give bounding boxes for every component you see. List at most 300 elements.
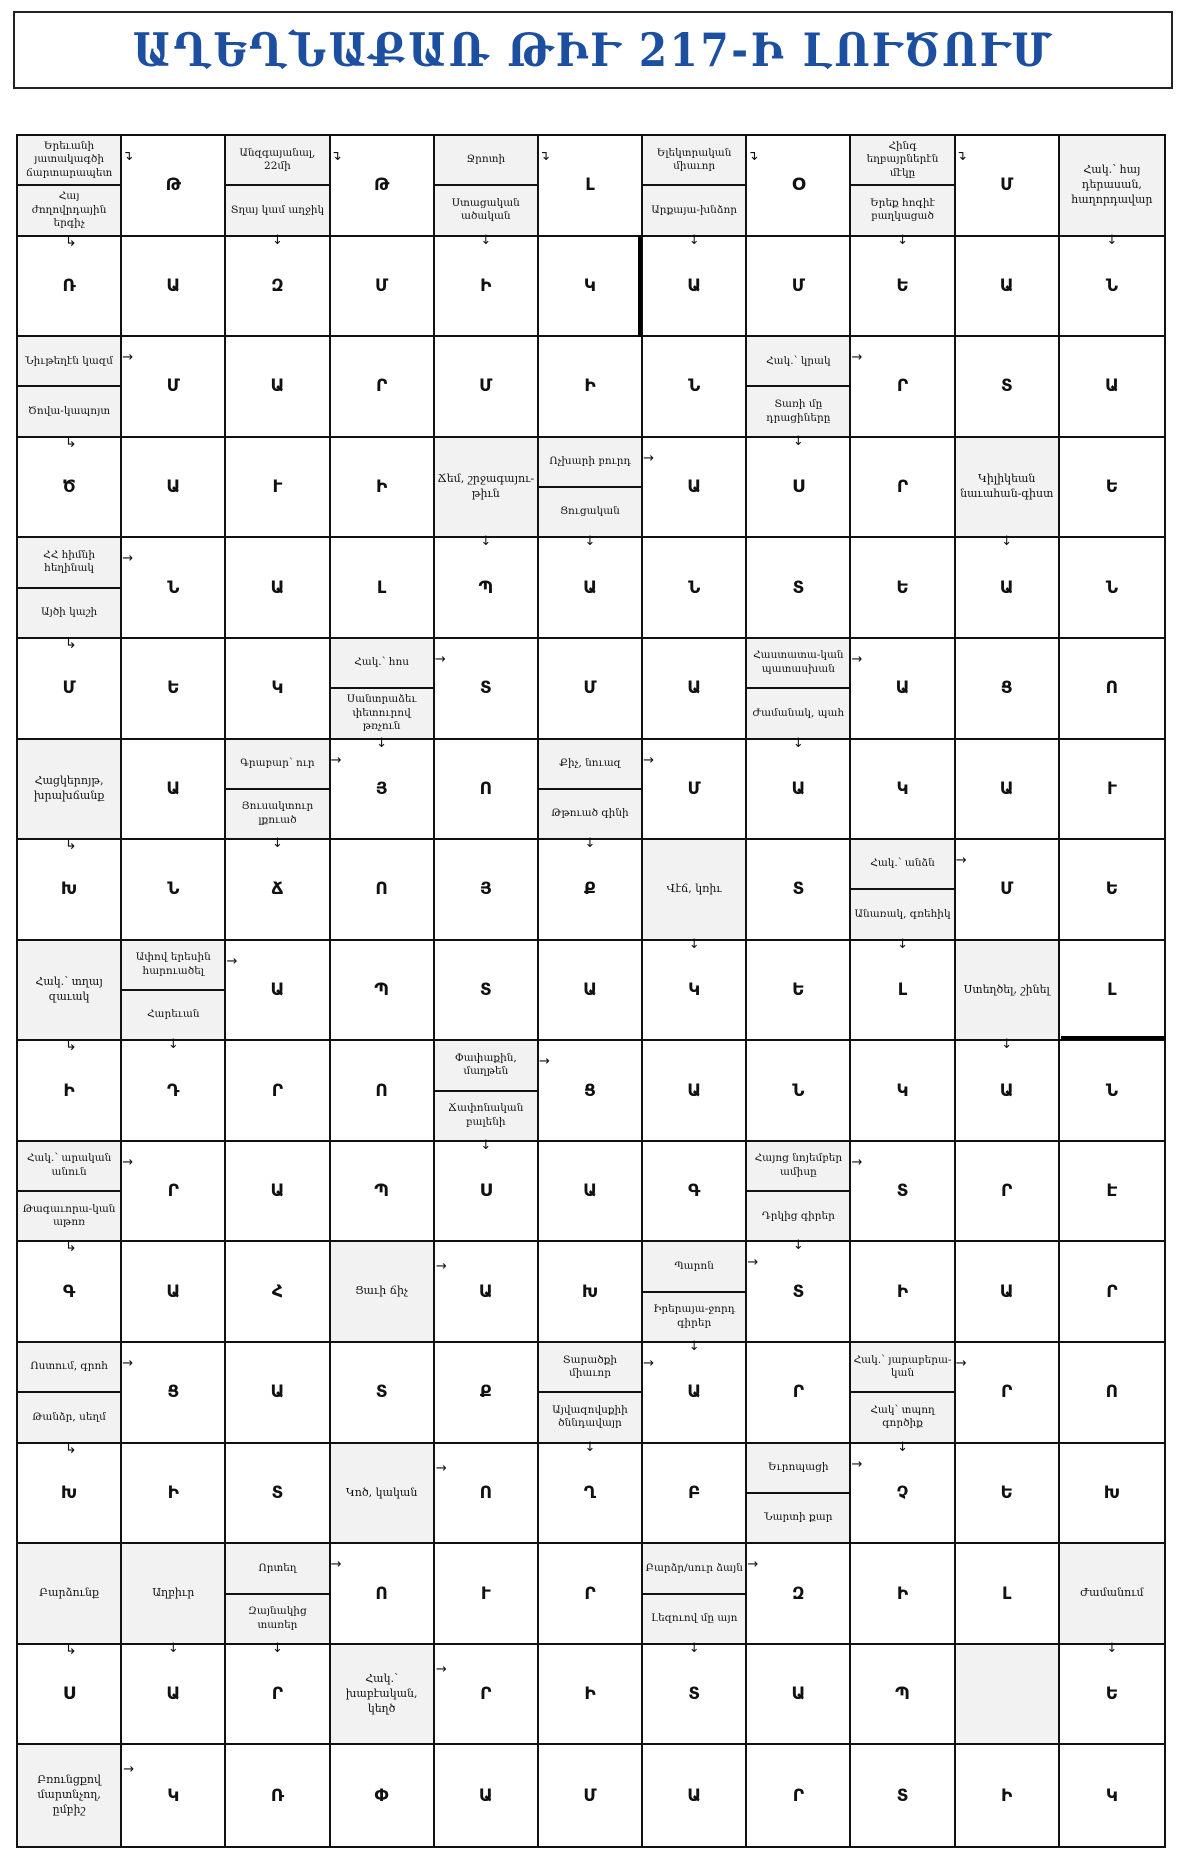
answer-letter: Ր <box>584 1583 596 1604</box>
arrow-right-icon: → <box>643 752 655 768</box>
letter-cell[interactable] <box>539 538 643 639</box>
letter-cell[interactable] <box>331 136 435 237</box>
letter-cell[interactable] <box>18 635 122 740</box>
clue-bottom <box>18 1192 120 1240</box>
arrow-right-icon: → <box>539 1054 550 1070</box>
letter-cell[interactable] <box>956 639 1060 740</box>
letter-cell[interactable] <box>1060 337 1164 438</box>
letter-cell[interactable] <box>643 1745 747 1846</box>
answer-letter: Ղ <box>583 1482 597 1503</box>
answer-letter: Կ <box>896 1080 909 1101</box>
letter-cell[interactable] <box>435 337 539 438</box>
clue-text: Արքայա-խնձոր <box>651 203 738 216</box>
answer-letter: Պ <box>374 1181 389 1202</box>
letter-cell[interactable] <box>956 740 1060 841</box>
letter-cell[interactable] <box>435 538 539 639</box>
clue-pair-cell <box>747 1444 863 1545</box>
letter-cell[interactable] <box>18 1239 122 1343</box>
answer-letter: Ե <box>792 979 805 1000</box>
letter-cell[interactable] <box>539 136 643 237</box>
answer-letter: Ր <box>896 477 909 498</box>
answer-letter: Ն <box>167 879 180 900</box>
letter-cell[interactable] <box>747 538 851 639</box>
arrow-down-icon: ↓ <box>792 433 804 449</box>
arrow-down-icon: ↓ <box>688 936 700 952</box>
clue-top <box>851 136 953 186</box>
letter-cell[interactable] <box>539 941 643 1042</box>
letter-cell[interactable] <box>331 740 435 841</box>
letter-cell[interactable] <box>1060 237 1164 338</box>
letter-cell[interactable] <box>226 840 330 941</box>
answer-letter: Ւ <box>272 477 283 498</box>
clue-top <box>122 941 224 991</box>
letter-cell[interactable] <box>956 1142 1060 1243</box>
letter-cell[interactable] <box>747 1242 851 1343</box>
letter-cell[interactable] <box>643 538 747 639</box>
arrow-down-icon: ↓ <box>1001 1037 1013 1053</box>
answer-letter: Ն <box>792 1080 805 1101</box>
letter-cell[interactable] <box>331 1544 435 1645</box>
letter-cell[interactable] <box>435 740 539 841</box>
letter-cell[interactable] <box>1060 1343 1164 1444</box>
answer-letter: Ե <box>896 577 909 598</box>
clue-text: Ելեկտրական միաւոր <box>656 146 732 173</box>
answer-letter: Տ <box>375 1382 388 1403</box>
letter-cell[interactable] <box>747 1745 851 1846</box>
letter-cell[interactable] <box>1060 438 1164 539</box>
answer-letter: Խ <box>1103 1482 1121 1503</box>
clue-text: Որտեղ <box>258 1561 297 1574</box>
letter-cell[interactable] <box>435 1544 539 1645</box>
letter-cell[interactable] <box>956 1444 1060 1545</box>
letter-cell[interactable] <box>851 337 955 438</box>
answer-letter: Տ <box>479 979 492 1000</box>
letter-cell[interactable] <box>643 941 747 1042</box>
letter-cell[interactable] <box>747 1041 851 1142</box>
answer-letter: Ա <box>687 275 702 296</box>
letter-cell[interactable] <box>18 837 122 941</box>
clue-bottom <box>747 689 849 737</box>
clue-bottom <box>226 1595 328 1643</box>
letter-cell[interactable] <box>539 1444 643 1545</box>
clue-text: Հաստատա-կան պատասխան <box>753 649 844 676</box>
answer-letter: Ո <box>479 1482 493 1503</box>
letter-cell[interactable] <box>226 1242 330 1343</box>
clue-text: Եւրոպացի <box>768 1460 829 1473</box>
letter-cell[interactable] <box>747 1645 851 1746</box>
clue-bottom <box>18 1393 120 1441</box>
letter-cell[interactable] <box>122 136 226 237</box>
answer-letter: Թ <box>373 175 390 196</box>
answer-letter: Ա <box>166 477 181 498</box>
answer-letter: Լ <box>376 577 387 598</box>
letter-cell[interactable] <box>331 237 435 338</box>
letter-cell[interactable] <box>122 538 226 639</box>
answer-letter: Ի <box>896 1281 909 1302</box>
letter-cell[interactable] <box>331 1142 435 1243</box>
clue-text: Հակ.՝ խաբէական, կեղծ <box>345 1671 418 1715</box>
letter-cell[interactable] <box>226 639 330 740</box>
letter-cell[interactable] <box>747 840 851 941</box>
answer-letter: Մ <box>166 376 180 397</box>
letter-cell[interactable] <box>851 1544 955 1645</box>
clue-text: Ջրոտի <box>466 153 506 166</box>
clue-text: Այծի կաշի <box>40 605 98 618</box>
letter-cell[interactable] <box>539 337 643 438</box>
letter-cell[interactable] <box>539 840 643 941</box>
clue-text: Ժամանակ, պահ <box>752 706 845 719</box>
letter-cell[interactable] <box>331 337 435 438</box>
clue-text: Տարածքի միաւոր <box>562 1353 618 1380</box>
arrow-right-icon: → <box>435 1259 447 1275</box>
letter-cell[interactable] <box>747 1343 851 1444</box>
clue-text: Հակ.՝ հոս <box>354 656 410 669</box>
letter-cell[interactable] <box>435 1242 539 1343</box>
letter-cell[interactable] <box>643 639 747 740</box>
letter-cell[interactable] <box>643 1444 747 1545</box>
letter-cell[interactable] <box>643 1343 747 1444</box>
letter-cell[interactable] <box>643 237 747 338</box>
letter-cell[interactable] <box>747 438 851 539</box>
clue-bottom <box>643 1595 745 1643</box>
letter-cell[interactable] <box>539 1544 643 1645</box>
letter-cell[interactable] <box>226 1444 330 1545</box>
arrow-right-icon: → <box>851 651 863 667</box>
answer-letter: Ր <box>1001 1382 1013 1403</box>
clue-top <box>851 1343 953 1393</box>
clue-top <box>18 1142 120 1192</box>
letter-cell[interactable] <box>18 1641 122 1746</box>
arrow-down-icon: ↓ <box>584 836 596 852</box>
answer-letter: Մ <box>791 275 805 296</box>
letter-cell[interactable] <box>1060 740 1164 841</box>
answer-letter: Տ <box>896 1785 909 1806</box>
answer-letter: Մ <box>583 678 597 699</box>
clue-text: Հացկերոյթ, խրախճանք <box>33 773 105 802</box>
letter-cell[interactable] <box>122 1645 226 1746</box>
letter-cell[interactable] <box>122 1242 226 1343</box>
letter-cell[interactable] <box>226 337 330 438</box>
answer-letter: Ե <box>1105 879 1119 900</box>
letter-cell[interactable] <box>1060 538 1164 639</box>
letter-cell[interactable] <box>1060 941 1164 1042</box>
letter-cell[interactable] <box>851 438 955 539</box>
letter-cell[interactable] <box>122 237 226 338</box>
letter-cell[interactable] <box>331 840 435 941</box>
letter-cell[interactable] <box>435 1745 539 1846</box>
letter-cell[interactable] <box>1060 1444 1164 1545</box>
clue-text: Թթուած գինի <box>551 807 629 820</box>
letter-cell[interactable] <box>435 1343 539 1444</box>
letter-cell[interactable] <box>851 639 955 740</box>
letter-cell[interactable] <box>539 1645 643 1746</box>
letter-cell[interactable] <box>122 438 226 539</box>
letter-cell[interactable] <box>122 840 226 941</box>
letter-cell[interactable] <box>956 136 1060 237</box>
answer-letter: Կ <box>583 275 597 296</box>
letter-cell[interactable] <box>1060 639 1164 740</box>
letter-cell[interactable] <box>747 136 851 237</box>
arrow-right-icon: → <box>330 752 342 768</box>
letter-cell[interactable] <box>226 1041 330 1142</box>
arrow-down-right-icon: ↳ <box>64 1038 77 1055</box>
letter-cell[interactable] <box>331 538 435 639</box>
clue-top <box>18 538 120 588</box>
letter-cell[interactable] <box>747 237 851 338</box>
answer-letter: Փ <box>374 1785 389 1806</box>
clue-top <box>435 136 537 186</box>
answer-letter: Ո <box>375 1583 388 1604</box>
letter-cell[interactable] <box>643 1645 747 1746</box>
clue-text: Իրերայա-ջորդ գիրեր <box>653 1303 736 1329</box>
clue-pair-cell <box>851 840 967 952</box>
letter-cell[interactable] <box>435 237 539 338</box>
clue-bottom <box>747 1192 849 1240</box>
clue-pair-cell <box>226 740 342 852</box>
answer-letter: Ռ <box>62 275 76 296</box>
answer-letter: Ե <box>1105 1684 1119 1705</box>
answer-letter: Ի <box>63 1080 75 1101</box>
letter-cell[interactable] <box>435 840 539 941</box>
answer-letter: Ր <box>1001 1181 1013 1202</box>
letter-cell[interactable] <box>956 1343 1060 1444</box>
answer-letter: Ն <box>1105 275 1118 296</box>
letter-cell[interactable] <box>539 1041 643 1142</box>
letter-cell[interactable] <box>435 1444 539 1545</box>
answer-letter: Մ <box>687 778 701 799</box>
clue-text: Կիլիկեան նաւահան-գիստ <box>960 472 1054 501</box>
clue-top <box>539 1343 641 1393</box>
answer-letter: Կ <box>896 778 909 799</box>
clue-cell <box>18 740 122 854</box>
answer-letter: Ե <box>896 275 909 296</box>
answer-letter: Կ <box>271 678 284 699</box>
letter-cell[interactable] <box>331 1041 435 1142</box>
arrow-down-icon: ↓ <box>1106 232 1118 248</box>
letter-cell[interactable] <box>1060 1645 1164 1746</box>
letter-cell[interactable] <box>122 1745 226 1846</box>
answer-letter: Ն <box>1105 577 1118 598</box>
letter-cell[interactable] <box>851 1142 955 1243</box>
answer-letter: Ա <box>1104 376 1119 397</box>
answer-letter: Կ <box>1105 1785 1118 1806</box>
letter-cell[interactable] <box>331 1745 435 1846</box>
clue-text: Հինգ եղբայրներէն մէկը <box>866 139 939 179</box>
letter-cell[interactable] <box>226 1645 330 1746</box>
letter-cell[interactable] <box>18 434 122 539</box>
arrow-right-icon: → <box>330 1557 342 1573</box>
letter-cell[interactable] <box>643 1041 747 1142</box>
answer-letter: Մ <box>479 376 493 397</box>
answer-letter: Տ <box>688 1684 701 1705</box>
clue-cell <box>1060 1544 1164 1656</box>
letter-cell[interactable] <box>539 639 643 740</box>
answer-letter: Ա <box>270 376 285 397</box>
letter-cell[interactable] <box>226 1745 330 1846</box>
letter-cell[interactable] <box>226 1142 330 1243</box>
letter-cell[interactable] <box>851 1745 955 1846</box>
clue-text: Հակ՝ տպող գործիք <box>870 1403 935 1430</box>
thick-divider-vertical <box>638 235 642 337</box>
letter-cell[interactable] <box>331 438 435 539</box>
arrow-down-icon: ↓ <box>584 534 596 550</box>
letter-cell[interactable] <box>226 237 330 338</box>
answer-letter: Օ <box>791 175 805 196</box>
letter-cell[interactable] <box>18 233 122 338</box>
letter-cell[interactable] <box>331 1343 435 1444</box>
letter-cell[interactable] <box>435 639 539 740</box>
letter-cell[interactable] <box>1060 1242 1164 1343</box>
clue-text: Ոստում, գրոհ <box>30 1360 108 1373</box>
clue-pair-cell <box>643 136 759 248</box>
letter-cell[interactable] <box>851 1444 955 1545</box>
letter-cell[interactable] <box>539 1142 643 1243</box>
answer-letter: Ն <box>1105 1080 1118 1101</box>
letter-cell[interactable] <box>956 237 1060 338</box>
letter-cell[interactable] <box>122 1444 226 1545</box>
letter-cell[interactable] <box>331 941 435 1042</box>
clue-text: Ափով երեսին հարուածել <box>135 951 211 977</box>
clue-bottom <box>539 1393 641 1441</box>
answer-letter: Ա <box>687 1382 702 1403</box>
letter-cell[interactable] <box>956 840 1060 941</box>
clue-text: Աղբիւր <box>152 1586 195 1600</box>
clue-bottom <box>435 1092 537 1140</box>
arrow-down-icon: ↓ <box>480 232 492 248</box>
letter-cell[interactable] <box>539 237 643 338</box>
letter-cell[interactable] <box>956 538 1060 639</box>
clue-top <box>226 136 328 186</box>
letter-cell[interactable] <box>539 1745 643 1846</box>
letter-cell[interactable] <box>643 438 747 539</box>
clue-top <box>18 136 120 186</box>
clue-bottom <box>226 186 328 234</box>
arrow-down-icon: ↓ <box>1106 1640 1118 1656</box>
letter-cell[interactable] <box>18 1038 122 1142</box>
clue-text: Ճեմ, շրջագայու-թիւն <box>437 472 535 501</box>
answer-letter: Տ <box>1000 376 1013 397</box>
letter-cell[interactable] <box>956 1745 1060 1846</box>
letter-cell[interactable] <box>226 538 330 639</box>
letter-cell[interactable] <box>1060 1745 1164 1846</box>
clue-text: Կոծ, կական <box>345 1485 418 1499</box>
answer-letter: Ի <box>1001 1785 1013 1806</box>
letter-cell[interactable] <box>122 1142 226 1243</box>
letter-cell[interactable] <box>956 1544 1060 1645</box>
clue-pair-cell <box>226 1544 342 1656</box>
answer-letter: Ո <box>1105 678 1119 699</box>
letter-cell[interactable] <box>435 1142 539 1243</box>
answer-letter: Ա <box>999 275 1014 296</box>
arrow-right-icon: → <box>122 350 134 366</box>
arrow-down-icon: ↓ <box>688 1640 700 1656</box>
clue-text: Հակ.՝ տղայ զաւակ <box>35 975 103 1003</box>
clue-text: Հարեւան <box>146 1008 200 1021</box>
letter-cell[interactable] <box>122 740 226 841</box>
clue-text: Վէճ, կռիւ <box>666 881 722 895</box>
answer-letter: Ր <box>271 1080 284 1101</box>
letter-cell[interactable] <box>122 639 226 740</box>
clue-text: Ժամանում <box>1080 1586 1144 1600</box>
letter-cell[interactable] <box>226 438 330 539</box>
letter-cell[interactable] <box>643 740 747 841</box>
letter-cell[interactable] <box>122 337 226 438</box>
letter-cell[interactable] <box>226 941 330 1042</box>
letter-cell[interactable] <box>851 1645 955 1746</box>
answer-letter: Տ <box>271 1482 284 1503</box>
clue-pair-cell <box>747 639 863 751</box>
answer-letter: Լ <box>585 175 595 196</box>
arrow-right-down-icon: ↴ <box>330 149 342 164</box>
letter-cell[interactable] <box>851 1242 955 1343</box>
answer-letter: Ք <box>584 879 596 900</box>
clue-text: Հայ ժողովրդային երգիչ <box>31 189 107 230</box>
letter-cell[interactable] <box>956 1041 1060 1142</box>
clue-text: Ստեղծել, շինել <box>963 982 1050 996</box>
clue-text: Նարտի քար <box>764 1511 833 1524</box>
letter-cell[interactable] <box>747 740 851 841</box>
answer-letter: Ո <box>375 879 388 900</box>
letter-cell[interactable] <box>747 941 851 1042</box>
letter-cell[interactable] <box>851 941 955 1042</box>
letter-cell[interactable] <box>18 1440 122 1545</box>
arrow-down-right-icon: ↳ <box>64 233 77 250</box>
thick-divider-horizontal <box>1061 1036 1166 1040</box>
clue-pair-cell <box>851 1343 967 1455</box>
answer-letter: Ե <box>167 678 180 699</box>
letter-cell[interactable] <box>435 941 539 1042</box>
answer-letter: Ա <box>478 1281 493 1302</box>
letter-cell[interactable] <box>851 538 955 639</box>
letter-cell[interactable] <box>122 1343 226 1444</box>
answer-letter: Մ <box>62 678 76 699</box>
clue-text: Ոչխարի բուրդ <box>549 455 631 468</box>
arrow-right-icon: → <box>747 1255 759 1271</box>
letter-cell[interactable] <box>851 237 955 338</box>
letter-cell[interactable] <box>747 1544 851 1645</box>
letter-cell[interactable] <box>226 1343 330 1444</box>
clue-text: Հակ.՝ անձն <box>870 857 935 870</box>
arrow-right-down-icon: ↴ <box>122 149 134 164</box>
answer-letter: Ե <box>1105 477 1119 498</box>
answer-letter: Պ <box>895 1684 910 1705</box>
answer-letter: Տ <box>792 879 805 900</box>
clue-text: Տղայ կամ աղջիկ <box>230 203 325 216</box>
letter-cell[interactable] <box>1060 1041 1164 1142</box>
clue-pair-cell <box>539 1343 655 1455</box>
answer-letter: Դ <box>167 1080 180 1101</box>
answer-letter: Ս <box>479 1181 493 1202</box>
clue-bottom <box>18 589 120 637</box>
letter-cell[interactable] <box>956 337 1060 438</box>
arrow-right-icon: → <box>643 1356 655 1372</box>
clue-pair-cell <box>18 538 134 652</box>
answer-letter: Ա <box>999 577 1014 598</box>
letter-cell[interactable] <box>851 1041 955 1142</box>
letter-cell[interactable] <box>435 1645 539 1746</box>
letter-cell[interactable] <box>851 740 955 841</box>
letter-cell[interactable] <box>956 1242 1060 1343</box>
answer-letter: Ց <box>584 1080 596 1101</box>
letter-cell[interactable] <box>1060 1142 1164 1243</box>
letter-cell[interactable] <box>122 1041 226 1142</box>
clue-cell <box>122 1544 226 1656</box>
letter-cell[interactable] <box>643 1142 747 1243</box>
letter-cell[interactable] <box>643 337 747 438</box>
clue-pair-cell <box>747 337 863 449</box>
letter-cell[interactable] <box>539 1242 643 1343</box>
letter-cell[interactable] <box>1060 840 1164 941</box>
